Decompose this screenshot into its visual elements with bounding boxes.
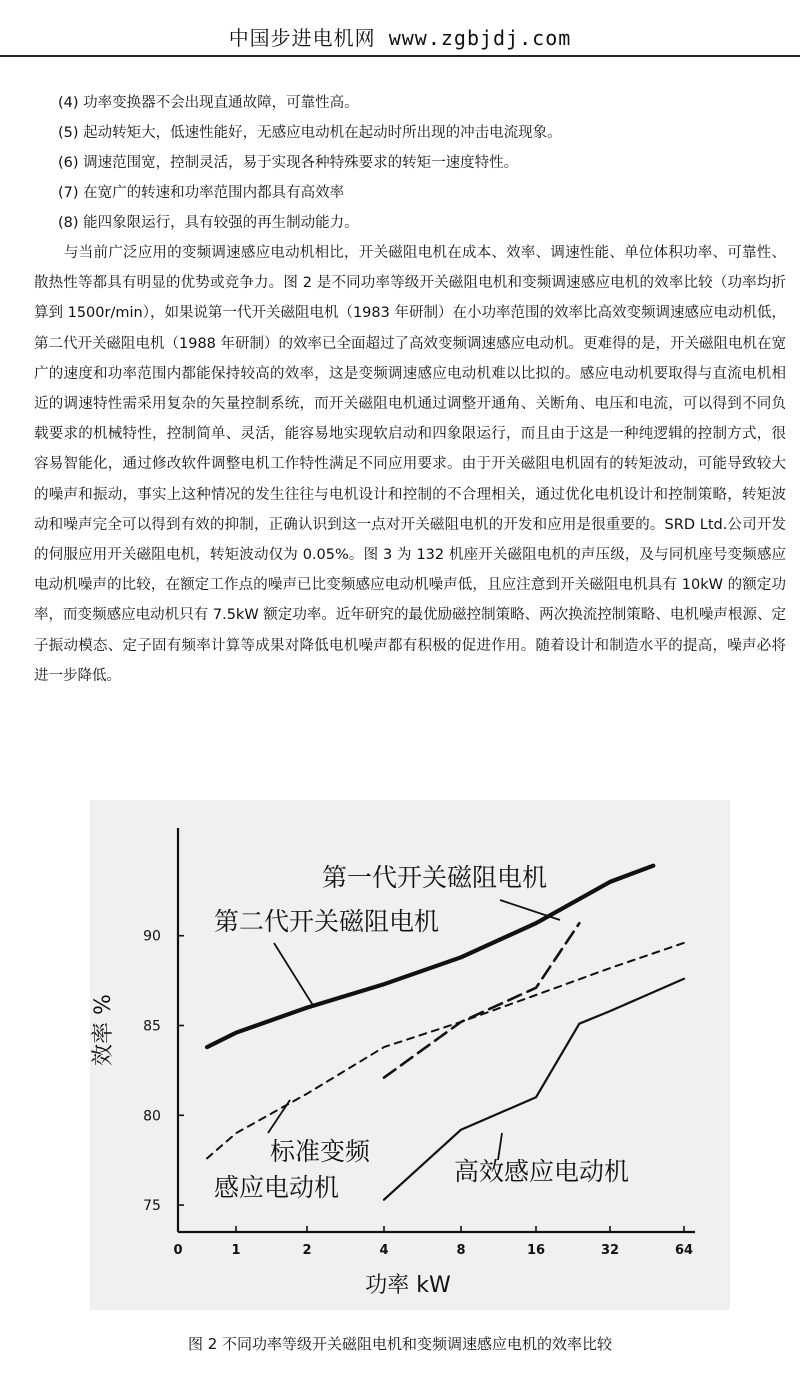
x-tick-label: 4 xyxy=(379,1243,389,1258)
x-tick-label: 64 xyxy=(674,1243,694,1258)
leader-line xyxy=(268,1100,290,1133)
list-item: (4) 功率变换器不会出现直通故障，可靠性高。 xyxy=(58,95,359,111)
figure-caption: 图 2 不同功率等级开关磁阻电机和变频调速感应电机的效率比较 xyxy=(187,1335,613,1353)
x-tick-label: 32 xyxy=(600,1243,620,1258)
page-header xyxy=(0,0,800,60)
annotation-label: 感应电动机 xyxy=(214,1173,340,1202)
annotation-label: 第一代开关磁阻电机 xyxy=(322,863,548,892)
y-axis-label: 效率 % xyxy=(91,994,116,1066)
leader-line xyxy=(274,943,314,1007)
x-tick-label: 16 xyxy=(526,1243,546,1258)
x-tick-label: 2 xyxy=(302,1243,312,1258)
x-axis-label: 功率 kW xyxy=(365,1273,451,1298)
y-tick-label: 85 xyxy=(143,1018,161,1035)
annotation-label: 高效感应电动机 xyxy=(454,1157,630,1186)
leader-line xyxy=(500,900,560,920)
efficiency-chart xyxy=(90,800,730,1310)
list-item: (8) 能四象限运行，具有较强的再生制动能力。 xyxy=(58,215,359,231)
body-text xyxy=(34,88,786,691)
annotation-label: 第二代开关磁阻电机 xyxy=(214,907,440,936)
chart-svg xyxy=(90,800,730,1310)
main-paragraph: 与当前广泛应用的变频调速感应电动机相比，开关磁阻电机在成本、效率、调速性能、单位体积功率、可靠性、散热性等都具有明显的优势或竞争力。图 2 是不同功率等级开关磁阻电机和变频调速感应电机的效率比较（功率均折算到 1500r/min），如果说第一代开关磁阻电机（1983 年研制）在小功率范围的效率比高效变频调速感应电动机低，第二代开关磁阻电机（1988 年研制）的效率已全面超过了高效变频调速感应电动机。更难得的是，开关磁阻电机在宽广的速度和功率范围内都能保持较高的效率，这是变频调速感应电动机难以比拟的。感应电动机要取得与直流电机相近的调速特性需采用复杂的矢量控制系统，而开关磁阻电机通过调整开通角、关断角、电压和电流，可以得到不同负载要求的机械特性，控制简单、灵活，能容易地实现软启动和四象限运行，而且由于这是一种纯逻辑的控制方式，很容易智能化，通过修改软件调整电机工作特性满足不同应用要求。由于开关磁阻电机固有的转矩波动，可能导致较大的噪声和振动，事实上这种情况的发生往往与电机设计和控制的不合理相关，通过优化电机设计和控制策略，转矩波动和噪声完全可以得到有效的抑制，正确认识到这一点对开关磁阻电机的开发和应用是很重要的。SRD Ltd.公司开发的伺服应用开关磁阻电机，转矩波动仅为 0.05%。图 3 为 132 机座开关磁阻电机的声压级，及与同机座号变频感应电动机噪声的比较，在额定工作点的噪声已比变频感应电动机噪声低，且应注意到开关磁阻电机具有 10kW 的额定功率，而变频感应电动机只有 7.5kW 额定功率。近年研究的最优励磁控制策略、两次换流控制策略、电机噪声根源、定子振动模态、定子固有频率计算等成果对降低电机噪声都有积极的促进作用。随着设计和制造水平的提高，噪声必将进一步降低。 xyxy=(34,245,787,684)
list-item: (5) 起动转矩大，低速性能好，无感应电动机在起动时所出现的冲击电流现象。 xyxy=(58,125,562,141)
x-tick-label: 8 xyxy=(456,1243,466,1258)
site-title: 中国步进电机网 www.zgbjdj.com xyxy=(228,26,572,50)
x-tick-label: 1 xyxy=(231,1243,241,1258)
annotation-label: 标准变频 xyxy=(270,1137,371,1166)
list-item: (6) 调速范围宽，控制灵活，易于实现各种特殊要求的转矩一速度特性。 xyxy=(58,155,519,171)
leader-line xyxy=(498,1133,502,1160)
header-divider xyxy=(0,55,800,57)
y-tick-label: 90 xyxy=(143,928,161,945)
y-tick-label: 75 xyxy=(143,1198,161,1215)
y-tick-label: 80 xyxy=(143,1108,161,1125)
x-tick-label: 0 xyxy=(173,1243,183,1258)
list-item: (7) 在宽广的转速和功率范围内都具有高效率 xyxy=(58,185,345,201)
series-line-3 xyxy=(207,943,684,1159)
